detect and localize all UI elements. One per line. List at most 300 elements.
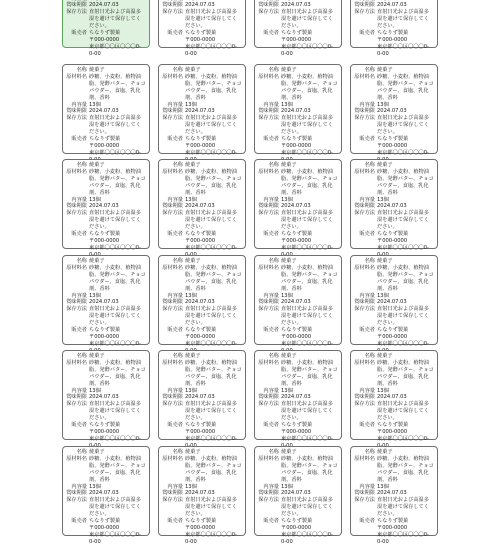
storage-row xyxy=(258,9,338,30)
ingredients-value: 砂糖、小麦粉、植物油脂、発酵バター、チョコパウダー、食塩、乳化剤、香料 xyxy=(281,73,338,101)
expiry-value: 2024.07.03 xyxy=(281,108,311,115)
name-key: 名称 xyxy=(364,353,375,359)
seller-value: ちなりず製菓 xyxy=(185,231,217,238)
expiry-value: 2024.07.03 xyxy=(281,203,311,210)
ingredients-row xyxy=(66,74,146,102)
food-label-r1-c1[interactable] xyxy=(62,0,150,57)
expiry-value: 2024.07.03 xyxy=(377,108,407,115)
storage-key: 保存方法 xyxy=(162,210,183,217)
address: 東京都〇〇区〇〇〇0-0-00 xyxy=(185,531,237,545)
storage-row xyxy=(66,401,146,422)
ingredients-key: 原材料名 xyxy=(66,168,87,175)
storage-row xyxy=(258,497,338,518)
ingredients-value: 砂糖、小麦粉、植物油脂、発酵バター、チョコパウダー、食塩、乳化剤、香料 xyxy=(89,73,146,101)
ingredients-key: 原材料名 xyxy=(66,359,87,366)
storage-value: 直射日光および高温多湿を避けて保存してください。 xyxy=(89,9,141,30)
address: 東京都〇〇区〇〇〇0- xyxy=(185,340,237,347)
content-key: 内容量 xyxy=(71,101,87,108)
content-value: 13個 xyxy=(89,387,101,394)
seller-row xyxy=(354,422,434,429)
content-value: 13個 xyxy=(377,292,389,299)
food-label-r2-c2[interactable] xyxy=(158,64,246,154)
storage-row xyxy=(354,401,434,422)
postal-code: 〒000-0000 xyxy=(281,142,312,149)
ingredients-key: 原材料名 xyxy=(162,168,183,175)
storage-value: 直射日光および高温多湿を避けて保存してください。 xyxy=(281,401,333,422)
food-label-r5-c3[interactable] xyxy=(254,350,342,440)
ingredients-key: 原材料名 xyxy=(162,73,183,80)
content-key: 内容量 xyxy=(71,292,87,299)
content-value: 13個 xyxy=(377,387,389,394)
storage-key: 保存方法 xyxy=(66,210,87,217)
expiry-key: 賞味期限 xyxy=(66,299,87,306)
storage-value: 直射日光および高温多湿を避けて保存してください。 xyxy=(185,497,237,518)
expiry-key: 賞味期限 xyxy=(354,108,375,115)
ingredients-row xyxy=(258,169,338,197)
seller-row xyxy=(66,518,146,525)
postal-code: 〒000-0000 xyxy=(377,333,408,340)
seller-row xyxy=(354,231,434,238)
storage-key: 保存方法 xyxy=(66,306,87,313)
seller-value: ちなりず製菓 xyxy=(89,136,121,143)
seller-row xyxy=(66,422,146,429)
storage-value: 直射日光および高温多湿を避けて保存してください。 xyxy=(185,210,237,231)
address: 東京都〇〇区〇〇〇0- xyxy=(89,435,141,442)
food-label-r4-c1[interactable] xyxy=(62,255,150,345)
address: 東京都〇〇区〇〇〇0-0-00 xyxy=(89,531,141,545)
food-label-r1-c4[interactable] xyxy=(350,0,438,57)
postal-code: 〒000-0000 xyxy=(89,237,120,244)
storage-row xyxy=(162,306,242,327)
storage-row xyxy=(66,210,146,231)
storage-value: 直射日光および高温多湿を避けて保存してください。 xyxy=(377,9,429,30)
ingredients-value: 砂糖、小麦粉、植物油脂、発酵バター、チョコパウダー、食塩、乳化剤、香料 xyxy=(185,168,242,196)
food-label-r4-c3[interactable] xyxy=(254,255,342,345)
seller-value: ちなりず製菓 xyxy=(185,518,217,525)
expiry-key: 賞味期限 xyxy=(354,394,375,401)
seller-value: ちなりず製菓 xyxy=(281,422,313,429)
ingredients-key: 原材料名 xyxy=(66,264,87,271)
seller-key: 販売者 xyxy=(167,30,183,37)
food-label-r3-c3[interactable] xyxy=(254,159,342,249)
ingredients-key: 原材料名 xyxy=(258,264,279,271)
content-key: 内容量 xyxy=(167,387,183,394)
name-value: 焼菓子 xyxy=(185,162,201,168)
ingredients-row xyxy=(162,169,242,197)
ingredients-value: 砂糖、小麦粉、植物油脂、発酵バター、チョコパウダー、食塩、乳化剤、香料 xyxy=(281,264,338,292)
storage-row xyxy=(354,210,434,231)
name-key: 名称 xyxy=(268,449,279,455)
name-row xyxy=(258,258,338,265)
ingredients-value: 砂糖、小麦粉、植物油脂、発酵バター、チョコパウダー、食塩、乳化剤、香料 xyxy=(377,264,434,292)
ingredients-value: 砂糖、小麦粉、植物油脂、発酵バター、チョコパウダー、食塩、乳化剤、香料 xyxy=(185,359,242,387)
address: 東京都〇〇区〇〇〇0- xyxy=(281,149,333,156)
ingredients-key: 原材料名 xyxy=(258,168,279,175)
ingredients-key: 原材料名 xyxy=(354,264,375,271)
content-value: 13個 xyxy=(185,292,197,299)
seller-key: 販売者 xyxy=(71,518,87,525)
content-value: 13個 xyxy=(185,196,197,203)
food-label-r2-c4[interactable] xyxy=(350,64,438,154)
seller-row xyxy=(162,422,242,429)
food-label-r1-c3[interactable] xyxy=(254,0,342,57)
expiry-key: 賞味期限 xyxy=(354,299,375,306)
expiry-value: 2024.07.03 xyxy=(89,490,119,497)
ingredients-row xyxy=(354,74,434,102)
food-label-r4-c4[interactable] xyxy=(350,255,438,345)
postal-code: 〒000-0000 xyxy=(89,428,120,435)
expiry-key: 賞味期限 xyxy=(258,394,279,401)
seller-key: 販売者 xyxy=(71,422,87,429)
seller-key: 販売者 xyxy=(263,327,279,334)
name-value: 焼菓子 xyxy=(89,449,105,455)
storage-row xyxy=(354,9,434,30)
name-value: 焼菓子 xyxy=(281,67,297,73)
name-key: 名称 xyxy=(268,258,279,264)
name-row xyxy=(66,258,146,265)
ingredients-row xyxy=(258,360,338,388)
ingredients-row xyxy=(162,456,242,484)
name-value: 焼菓子 xyxy=(377,449,393,455)
postal-code: 〒000-0000 xyxy=(377,237,408,244)
ingredients-key: 原材料名 xyxy=(258,359,279,366)
address: 東京都〇〇区〇〇〇0-0-00 xyxy=(89,43,141,57)
content-key: 内容量 xyxy=(359,196,375,203)
name-row xyxy=(258,449,338,456)
seller-row xyxy=(162,30,242,37)
seller-row xyxy=(162,327,242,334)
seller-row xyxy=(66,136,146,143)
content-key: 内容量 xyxy=(263,387,279,394)
name-row xyxy=(162,162,242,169)
storage-value: 直射日光および高温多湿を避けて保存してください。 xyxy=(89,210,141,231)
expiry-key: 賞味期限 xyxy=(162,203,183,210)
seller-key: 販売者 xyxy=(263,422,279,429)
food-label-r5-c2[interactable] xyxy=(158,350,246,440)
expiry-key: 賞味期限 xyxy=(66,203,87,210)
ingredients-value: 砂糖、小麦粉、植物油脂、発酵バター、チョコパウダー、食塩、乳化剤、香料 xyxy=(89,455,146,483)
content-value: 13個 xyxy=(89,292,101,299)
postal-code: 〒000-0000 xyxy=(89,36,120,43)
seller-value: ちなりず製菓 xyxy=(89,518,121,525)
postal-code: 〒000-0000 xyxy=(185,142,216,149)
expiry-key: 賞味期限 xyxy=(258,2,279,9)
food-label-r6-c3[interactable] xyxy=(254,446,342,545)
storage-key: 保存方法 xyxy=(354,115,375,122)
seller-row xyxy=(354,136,434,143)
name-key: 名称 xyxy=(76,67,87,73)
name-key: 名称 xyxy=(364,258,375,264)
storage-key: 保存方法 xyxy=(354,9,375,16)
seller-row xyxy=(258,136,338,143)
seller-value: ちなりず製菓 xyxy=(185,327,217,334)
seller-value: ちなりず製菓 xyxy=(89,30,121,37)
seller-value: ちなりず製菓 xyxy=(89,422,121,429)
postal-code: 〒000-0000 xyxy=(281,237,312,244)
food-label-r3-c2[interactable] xyxy=(158,159,246,249)
ingredients-key: 原材料名 xyxy=(354,455,375,462)
name-key: 名称 xyxy=(172,67,183,73)
seller-key: 販売者 xyxy=(167,327,183,334)
storage-value: 直射日光および高温多湿を避けて保存してください。 xyxy=(89,401,141,422)
seller-value: ちなりず製菓 xyxy=(377,327,409,334)
storage-row xyxy=(354,306,434,327)
content-key: 内容量 xyxy=(167,101,183,108)
storage-key: 保存方法 xyxy=(66,401,87,408)
content-value: 13個 xyxy=(281,101,293,108)
content-value: 13個 xyxy=(281,292,293,299)
name-key: 名称 xyxy=(76,258,87,264)
name-value: 焼菓子 xyxy=(281,162,297,168)
content-value: 13個 xyxy=(89,483,101,490)
name-row xyxy=(162,67,242,74)
seller-key: 販売者 xyxy=(359,231,375,238)
food-label-r4-c2[interactable] xyxy=(158,255,246,345)
ingredients-row xyxy=(162,265,242,293)
seller-key: 販売者 xyxy=(263,30,279,37)
seller-key: 販売者 xyxy=(359,422,375,429)
name-row xyxy=(66,162,146,169)
seller-key: 販売者 xyxy=(359,136,375,143)
ingredients-value: 砂糖、小麦粉、植物油脂、発酵バター、チョコパウダー、食塩、乳化剤、香料 xyxy=(377,168,434,196)
seller-value: ちなりず製菓 xyxy=(281,327,313,334)
storage-key: 保存方法 xyxy=(258,115,279,122)
storage-value: 直射日光および高温多湿を避けて保存してください。 xyxy=(281,115,333,136)
name-key: 名称 xyxy=(268,67,279,73)
content-key: 内容量 xyxy=(359,292,375,299)
food-label-r6-c4[interactable] xyxy=(350,446,438,545)
storage-key: 保存方法 xyxy=(162,9,183,16)
postal-code: 〒000-0000 xyxy=(377,524,408,531)
seller-value: ちなりず製菓 xyxy=(89,327,121,334)
content-key: 内容量 xyxy=(263,292,279,299)
seller-value: ちなりず製菓 xyxy=(377,231,409,238)
food-label-r3-c4[interactable] xyxy=(350,159,438,249)
name-value: 焼菓子 xyxy=(281,258,297,264)
storage-row xyxy=(66,306,146,327)
storage-row xyxy=(162,401,242,422)
storage-row xyxy=(354,497,434,518)
seller-key: 販売者 xyxy=(263,231,279,238)
ingredients-key: 原材料名 xyxy=(354,168,375,175)
postal-code: 〒000-0000 xyxy=(281,333,312,340)
name-row xyxy=(66,67,146,74)
postal-code: 〒000-0000 xyxy=(185,36,216,43)
name-value: 焼菓子 xyxy=(377,353,393,359)
ingredients-value: 砂糖、小麦粉、植物油脂、発酵バター、チョコパウダー、食塩、乳化剤、香料 xyxy=(185,73,242,101)
ingredients-row xyxy=(66,456,146,484)
storage-value: 直射日光および高温多湿を避けて保存してください。 xyxy=(185,9,237,30)
expiry-value: 2024.07.03 xyxy=(89,394,119,401)
content-key: 内容量 xyxy=(167,196,183,203)
storage-row xyxy=(162,9,242,30)
storage-value: 直射日光および高温多湿を避けて保存してください。 xyxy=(377,497,429,518)
expiry-key: 賞味期限 xyxy=(162,2,183,9)
storage-value: 直射日光および高温多湿を避けて保存してください。 xyxy=(281,306,333,327)
ingredients-value: 砂糖、小麦粉、植物油脂、発酵バター、チョコパウダー、食塩、乳化剤、香料 xyxy=(377,359,434,387)
postal-code: 〒000-0000 xyxy=(377,428,408,435)
ingredients-row xyxy=(258,456,338,484)
ingredients-row xyxy=(354,456,434,484)
seller-key: 販売者 xyxy=(263,136,279,143)
seller-key: 販売者 xyxy=(263,518,279,525)
ingredients-key: 原材料名 xyxy=(354,359,375,366)
seller-row xyxy=(258,327,338,334)
storage-key: 保存方法 xyxy=(66,9,87,16)
storage-value: 直射日光および高温多湿を避けて保存してください。 xyxy=(377,210,429,231)
ingredients-value: 砂糖、小麦粉、植物油脂、発酵バター、チョコパウダー、食塩、乳化剤、香料 xyxy=(377,455,434,483)
expiry-key: 賞味期限 xyxy=(162,490,183,497)
food-label-r6-c1[interactable] xyxy=(62,446,150,545)
name-key: 名称 xyxy=(172,449,183,455)
name-key: 名称 xyxy=(76,449,87,455)
storage-value: 直射日光および高温多湿を避けて保存してください。 xyxy=(281,9,333,30)
ingredients-key: 原材料名 xyxy=(66,455,87,462)
storage-row xyxy=(258,210,338,231)
expiry-value: 2024.07.03 xyxy=(377,2,407,9)
seller-value: ちなりず製菓 xyxy=(377,518,409,525)
storage-key: 保存方法 xyxy=(66,497,87,504)
content-value: 13個 xyxy=(377,196,389,203)
content-value: 13個 xyxy=(281,387,293,394)
content-value: 13個 xyxy=(377,101,389,108)
food-label-r5-c1[interactable] xyxy=(62,350,150,440)
expiry-key: 賞味期限 xyxy=(258,299,279,306)
expiry-key: 賞味期限 xyxy=(354,203,375,210)
seller-value: ちなりず製菓 xyxy=(185,136,217,143)
ingredients-value: 砂糖、小麦粉、植物油脂、発酵バター、チョコパウダー、食塩、乳化剤、香料 xyxy=(89,264,146,292)
address: 東京都〇〇区〇〇〇0-0-00 xyxy=(377,531,429,545)
address: 東京都〇〇区〇〇〇0- xyxy=(377,244,429,251)
storage-value: 直射日光および高温多湿を避けて保存してください。 xyxy=(185,401,237,422)
ingredients-value: 砂糖、小麦粉、植物油脂、発酵バター、チョコパウダー、食塩、乳化剤、香料 xyxy=(185,264,242,292)
seller-row xyxy=(258,518,338,525)
address: 東京都〇〇区〇〇〇0- xyxy=(89,149,141,156)
food-label-r2-c1[interactable] xyxy=(62,64,150,154)
seller-row xyxy=(66,231,146,238)
content-value: 13個 xyxy=(281,196,293,203)
storage-row xyxy=(162,115,242,136)
postal-code: 〒000-0000 xyxy=(281,36,312,43)
name-key: 名称 xyxy=(268,353,279,359)
ingredients-row xyxy=(258,265,338,293)
storage-key: 保存方法 xyxy=(162,306,183,313)
expiry-value: 2024.07.03 xyxy=(377,299,407,306)
address: 東京都〇〇区〇〇〇0- xyxy=(185,149,237,156)
seller-value: ちなりず製菓 xyxy=(281,231,313,238)
seller-row xyxy=(258,231,338,238)
ingredients-key: 原材料名 xyxy=(258,455,279,462)
postal-code: 〒000-0000 xyxy=(89,333,120,340)
address: 東京都〇〇区〇〇〇0- xyxy=(377,340,429,347)
name-value: 焼菓子 xyxy=(89,67,105,73)
address: 東京都〇〇区〇〇〇0- xyxy=(89,340,141,347)
postal-code: 〒000-0000 xyxy=(89,524,120,531)
address: 東京都〇〇区〇〇〇0- xyxy=(281,340,333,347)
ingredients-key: 原材料名 xyxy=(354,73,375,80)
storage-value: 直射日光および高温多湿を避けて保存してください。 xyxy=(185,115,237,136)
ingredients-value: 砂糖、小麦粉、植物油脂、発酵バター、チョコパウダー、食塩、乳化剤、香料 xyxy=(281,455,338,483)
ingredients-key: 原材料名 xyxy=(66,73,87,80)
content-key: 内容量 xyxy=(263,101,279,108)
content-key: 内容量 xyxy=(263,483,279,490)
content-key: 内容量 xyxy=(359,483,375,490)
name-key: 名称 xyxy=(172,162,183,168)
content-value: 13個 xyxy=(89,196,101,203)
content-key: 内容量 xyxy=(359,387,375,394)
ingredients-row xyxy=(354,360,434,388)
expiry-key: 賞味期限 xyxy=(354,490,375,497)
seller-value: ちなりず製菓 xyxy=(281,518,313,525)
expiry-value: 2024.07.03 xyxy=(89,299,119,306)
food-label-r1-c2[interactable] xyxy=(158,0,246,57)
name-value: 焼菓子 xyxy=(281,353,297,359)
food-label-r6-c2[interactable] xyxy=(158,446,246,545)
seller-row xyxy=(162,518,242,525)
postal-code: 〒000-0000 xyxy=(281,524,312,531)
seller-value: ちなりず製菓 xyxy=(377,30,409,37)
postal-code: 〒000-0000 xyxy=(185,524,216,531)
name-key: 名称 xyxy=(364,449,375,455)
seller-value: ちなりず製菓 xyxy=(281,30,313,37)
name-row xyxy=(258,67,338,74)
expiry-value: 2024.07.03 xyxy=(89,203,119,210)
seller-key: 販売者 xyxy=(71,30,87,37)
food-label-r2-c3[interactable] xyxy=(254,64,342,154)
content-key: 内容量 xyxy=(359,101,375,108)
ingredients-row xyxy=(66,169,146,197)
ingredients-value: 砂糖、小麦粉、植物油脂、発酵バター、チョコパウダー、食塩、乳化剤、香料 xyxy=(377,73,434,101)
name-row xyxy=(66,449,146,456)
content-value: 13個 xyxy=(377,483,389,490)
name-value: 焼菓子 xyxy=(185,67,201,73)
postal-code: 〒000-0000 xyxy=(185,237,216,244)
storage-key: 保存方法 xyxy=(354,210,375,217)
storage-row xyxy=(66,497,146,518)
name-value: 焼菓子 xyxy=(377,162,393,168)
seller-row xyxy=(354,327,434,334)
food-label-r3-c1[interactable] xyxy=(62,159,150,249)
expiry-key: 賞味期限 xyxy=(66,490,87,497)
storage-value: 直射日光および高温多湿を避けて保存してください。 xyxy=(89,115,141,136)
expiry-value: 2024.07.03 xyxy=(281,2,311,9)
ingredients-row xyxy=(354,265,434,293)
postal-code: 〒000-0000 xyxy=(185,333,216,340)
ingredients-row xyxy=(162,74,242,102)
storage-row xyxy=(66,115,146,136)
seller-key: 販売者 xyxy=(167,136,183,143)
name-row xyxy=(258,353,338,360)
content-value: 13個 xyxy=(185,483,197,490)
ingredients-key: 原材料名 xyxy=(258,73,279,80)
name-row xyxy=(354,449,434,456)
expiry-value: 2024.07.03 xyxy=(89,2,119,9)
storage-value: 直射日光および高温多湿を避けて保存してください。 xyxy=(281,210,333,231)
food-label-r5-c4[interactable] xyxy=(350,350,438,440)
name-key: 名称 xyxy=(364,162,375,168)
seller-row xyxy=(258,422,338,429)
storage-key: 保存方法 xyxy=(258,306,279,313)
ingredients-row xyxy=(258,74,338,102)
storage-key: 保存方法 xyxy=(258,401,279,408)
ingredients-row xyxy=(354,169,434,197)
name-row xyxy=(162,353,242,360)
expiry-value: 2024.07.03 xyxy=(281,299,311,306)
ingredients-row xyxy=(162,360,242,388)
seller-value: ちなりず製菓 xyxy=(89,231,121,238)
name-value: 焼菓子 xyxy=(281,449,297,455)
content-value: 13個 xyxy=(185,101,197,108)
